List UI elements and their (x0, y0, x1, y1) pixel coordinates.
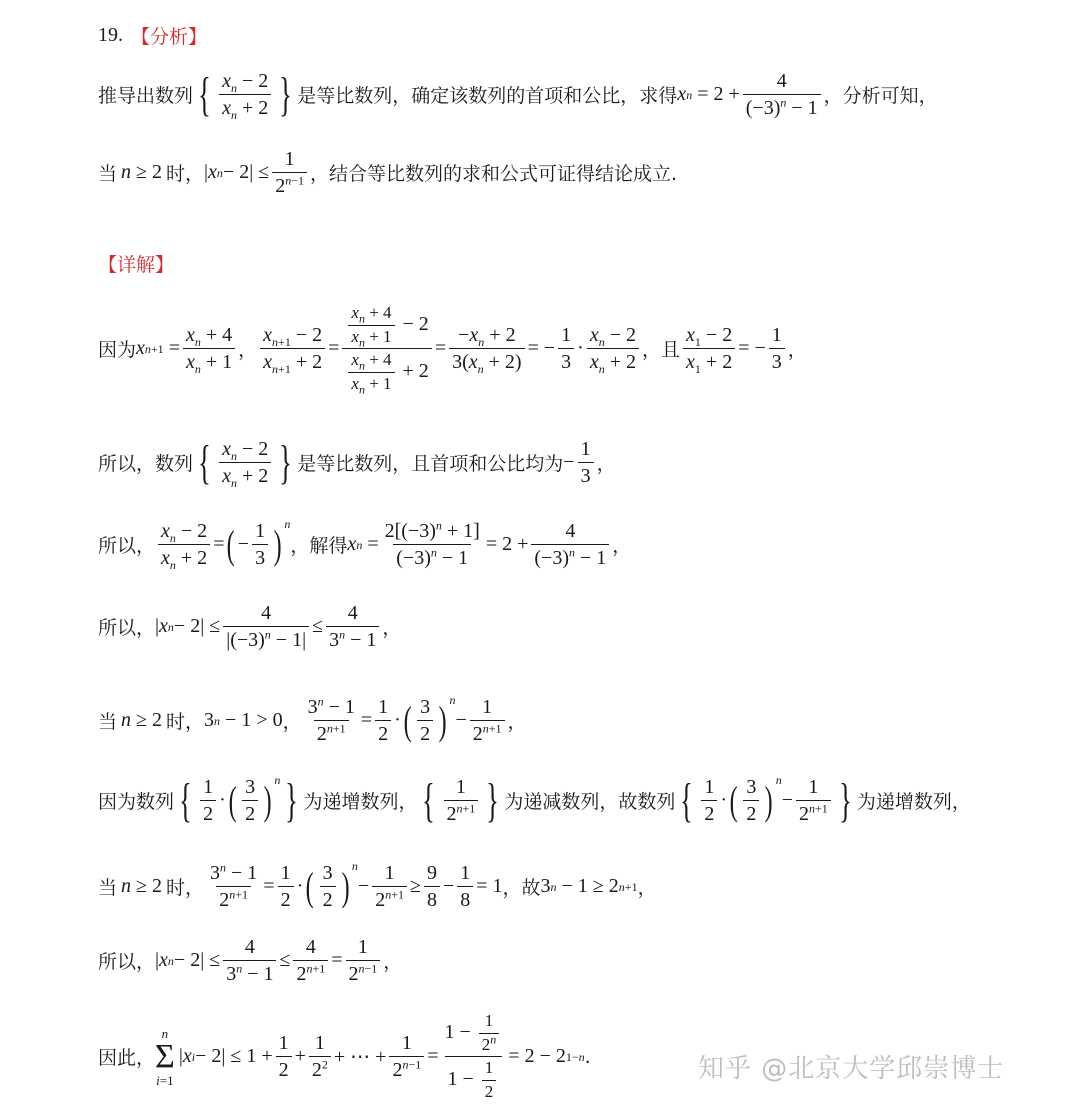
text: ， (383, 951, 403, 973)
text: 当 (98, 877, 118, 899)
text: 是等比数列，且首项和公比均为 (297, 453, 564, 475)
analysis-heading: 【分析】 (131, 26, 208, 48)
text: 所以， (98, 617, 156, 639)
formula-n-ge-2: n ≥ 2 (121, 161, 162, 183)
text: ，结合等比数列的求和公式可证得结论成立. (309, 163, 678, 185)
text: ， (637, 877, 657, 899)
formula-final-bound: | x n − 2| ≤ $\frac{4}{3^n - 1}$ ≤ $\frac{4}{2^{n+1}}$ = $\frac{1}{2^{n-1}}$ (155, 936, 383, 985)
formula-decreasing-seq: { $\frac{1}{2^{n+1}}$ } (422, 773, 500, 827)
formula-sum: n Σ i=1 | x i − 2| ≤ 1 + $\frac{1}{2}$ + $\frac{1}{2^2}$ + ⋯ + $\frac{1}{2^{n-1}}$ = 1 − $\frac{1}{2^n}$ 1 − $\frac{1}{2}$ = 2 − 2 1−n (155, 1011, 585, 1102)
analysis-header (98, 22, 207, 49)
text: 所以， (98, 535, 156, 557)
formula-xn: x n = 2 + $\frac{4}{(-3)^n - 1}$ (677, 70, 823, 119)
text: ， (282, 711, 302, 733)
formula-neg-third: − $\frac{1}{3}$ (563, 438, 596, 487)
formula-power-ineq: 3 n − 1 ≥ 2 n+1 (540, 875, 638, 897)
formula-first-term: $\frac{x_1 - 2}{x_1 + 2}$ = − $\frac{1}{3}$ (680, 324, 788, 373)
formula-ge-one: $\frac{3^n - 1}{2^{n+1}}$ = $\frac{1}{2}$ · ( $\frac{3}{2}$ ) n − $\frac{1}{2^{n+1}}$ ≥ $\frac{9}{8}$ − $\frac{1}{8}$ = 1 (210, 859, 503, 911)
formula-sequence: { $\frac{x_n - 2}{x_n + 2}$ } (198, 435, 293, 490)
text: 当 (98, 163, 118, 185)
text: . (584, 1045, 591, 1068)
solution-line-7 (98, 859, 657, 911)
solution-line-1 (98, 303, 807, 397)
solution-heading: 【详解】 (98, 254, 175, 276)
text: 为递减数列，故数列 (504, 791, 676, 813)
text: 是等比数列，确定该数列的首项和公比，求得 (297, 85, 678, 107)
text: ， (238, 339, 258, 362)
text: 所以， (98, 951, 156, 973)
text: ，分析可知， (823, 85, 938, 107)
text: 当 (98, 711, 118, 733)
text: ，且 (642, 339, 681, 362)
text: 因为数列 (98, 791, 175, 813)
analysis-line-1 (98, 67, 938, 122)
formula-n-ge-2: n ≥ 2 (121, 875, 162, 897)
formula-increasing-seq: { $\frac{1}{2}$ · ( $\frac{3}{2}$ ) n } (179, 773, 299, 827)
text: 为递增数列， (856, 791, 971, 813)
text: 所以，数列 (98, 453, 194, 475)
problem-number: 19. (98, 24, 123, 46)
text: 时， (166, 163, 205, 185)
formula-expand: $\frac{3^n - 1}{2^{n+1}}$ = $\frac{1}{2}$ · ( $\frac{3}{2}$ ) n − $\frac{1}{2^{n+1}}$ (302, 696, 508, 745)
solution-line-5 (98, 693, 527, 745)
solution-header (98, 250, 174, 277)
formula-ratio: $\frac{x_{n+1} - 2}{x_{n+1} + 2}$ = $\frac{x_n + 4}{x_n + 1}$ − 2 $\frac{x_n + 4}{x_n + 1}$ + 2 = $\frac{-x_n + 2}{3(x_n + 2)}$ = − $\frac{1}{3}$ · $\frac{x_n - 2}{x_n + 2}$ (257, 304, 642, 394)
text: ， (787, 339, 807, 362)
solution-line-6 (98, 773, 971, 827)
formula-abs-bound: | x n − 2| ≤ $\frac{4}{|(-3)^n - 1|}$ ≤ $\frac{4}{3^n - 1}$ (155, 602, 382, 651)
formula-bound: | x n − 2| ≤ $\frac{1}{2^{n-1}}$ (204, 148, 310, 197)
text: 因为 (98, 339, 137, 362)
text: 因此， (98, 1047, 156, 1070)
solution-line-9 (98, 1012, 591, 1102)
text: ， (382, 617, 402, 639)
solution-line-2 (98, 435, 616, 490)
formula-xn-solved: x n = $\frac{2[(-3)^n + 1]}{(-3)^n - 1}$ = 2 + $\frac{4}{(-3)^n - 1}$ (347, 520, 612, 569)
solution-line-4 (98, 602, 401, 651)
text: 时， (166, 711, 205, 733)
text: ，解得 (290, 535, 348, 557)
text: 推导出数列 (98, 85, 194, 107)
formula-power: $\frac{x_n - 2}{x_n + 2}$ = ( − $\frac{1}{3}$ ) n (155, 520, 290, 569)
solution-line-8 (98, 936, 402, 985)
formula-sequence: { $\frac{x_n - 2}{x_n + 2}$ } (198, 67, 293, 122)
text: ， (507, 711, 527, 733)
text: 为递增数列， (303, 791, 418, 813)
text: ，故 (502, 877, 541, 899)
text: ， (596, 453, 616, 475)
formula-n-ge-2: n ≥ 2 (121, 709, 162, 731)
text: 时， (166, 877, 205, 899)
analysis-line-2 (98, 148, 677, 197)
formula-diff-seq: { $\frac{1}{2}$ · ( $\frac{3}{2}$ ) n − $\frac{1}{2^{n+1}}$ } (680, 773, 852, 827)
formula-positive: 3 n − 1 > 0 (204, 709, 283, 731)
solution-line-3 (98, 517, 632, 572)
formula-recurrence: x n+1 = $\frac{x_n + 4}{x_n + 1}$ (136, 324, 238, 373)
text: ， (612, 535, 632, 557)
zhihu-watermark: 知乎 @北京大学邱崇博士 (698, 1054, 1005, 1084)
